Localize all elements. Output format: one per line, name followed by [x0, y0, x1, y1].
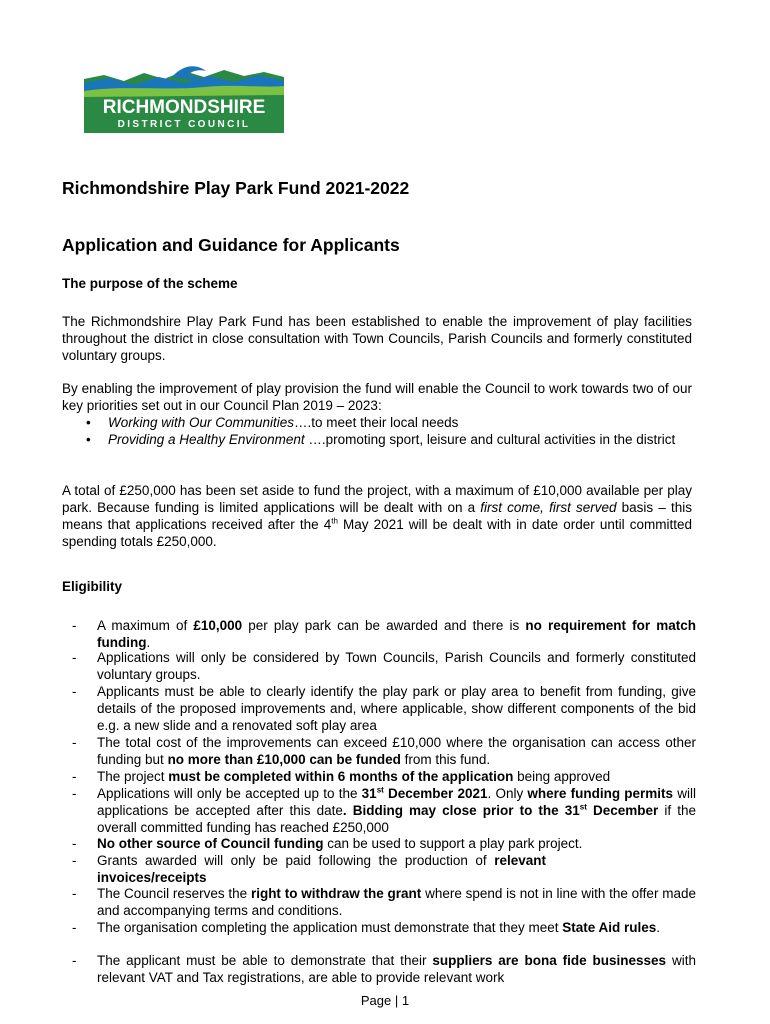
bullet-emphasis: Providing a Healthy Environment	[108, 432, 305, 447]
list-item: - The organisation completing the application must demonstrate that they meet State Aid rules.	[72, 920, 661, 935]
council-logo	[84, 61, 284, 133]
purpose-paragraph-2: By enabling the improvement of play provision the fund will enable the Council to work towards two of our key priorities set out in our Council Plan 2019 – 2023:	[62, 381, 692, 413]
bullet-item	[86, 414, 694, 431]
purpose-paragraph-1: The Richmondshire Play Park Fund has been established to enable the improvement of play facilities throughout the district in close consultation with Town Councils, Parish Councils and formerly constituted voluntary groups.	[62, 314, 692, 363]
bullet-icon: •	[86, 415, 91, 430]
bullet-icon: •	[86, 432, 91, 447]
bullet-emphasis: Working with Our Communities	[108, 415, 295, 430]
list-item: - Applications will only be considered by Town Councils, Parish Councils and formerly constituted voluntary groups.	[72, 650, 696, 682]
list-item: - The project must be completed within 6 months of the application being approved	[72, 769, 611, 784]
list-item: - No other source of Council funding can be used to support a play park project.	[72, 836, 583, 851]
purpose-heading: The purpose of the scheme	[62, 276, 238, 291]
logo-line1: RICHMONDSHIRE	[102, 97, 266, 118]
document-title: Richmondshire Play Park Fund 2021-2022	[62, 178, 410, 198]
list-item: - The total cost of the improvements can exceed £10,000 where the organisation can access other funding but no more than £10,000 can be funded from this fund.	[72, 735, 696, 767]
page-number: Page | 1	[360, 993, 410, 1008]
list-item: - Grants awarded will only be paid following the production of relevant invoices/receipts	[72, 853, 546, 885]
bullet-text: ….to meet their local needs	[294, 415, 459, 430]
document-subtitle: Application and Guidance for Applicants	[62, 235, 400, 255]
logo-line2: DISTRICT COUNCIL	[117, 119, 251, 130]
list-item: - The applicant must be able to demonstrate that their suppliers are bona fide businesses with relevant VAT and Tax registrations, are able to provide relevant work	[72, 953, 696, 985]
purpose-paragraph-3: A total of £250,000 has been set aside to fund the project, with a maximum of £10,000 available per play park. Because funding is limited applications will be dealt with on a first come, first served basis – this means that applications received after the 4th May 2021 will be dealt with in date order until committed spending totals £250,000.	[62, 483, 693, 549]
list-item: - Applications will only be accepted up to the 31st December 2021. Only where funding permits will applications be accepted after this date. Bidding may close prior to the 31st December if the overall committed funding has reached £250,000	[72, 785, 696, 835]
bullet-text: ….promoting sport, leisure and cultural activities in the district	[304, 432, 676, 447]
list-item: - Applicants must be able to clearly identify the play park or play area to benefit from funding, give details of the proposed improvements and, where applicable, show different components of the bid e.g. a new slide and a renovated soft play area	[72, 684, 696, 733]
eligibility-heading: Eligibility	[62, 579, 123, 594]
list-item: - A maximum of £10,000 per play park can be awarded and there is no requirement for match funding.	[72, 618, 696, 650]
list-item: - The Council reserves the right to withdraw the grant where spend is not in line with the offer made and accompanying terms and conditions.	[72, 886, 696, 918]
bullet-item	[86, 431, 694, 448]
